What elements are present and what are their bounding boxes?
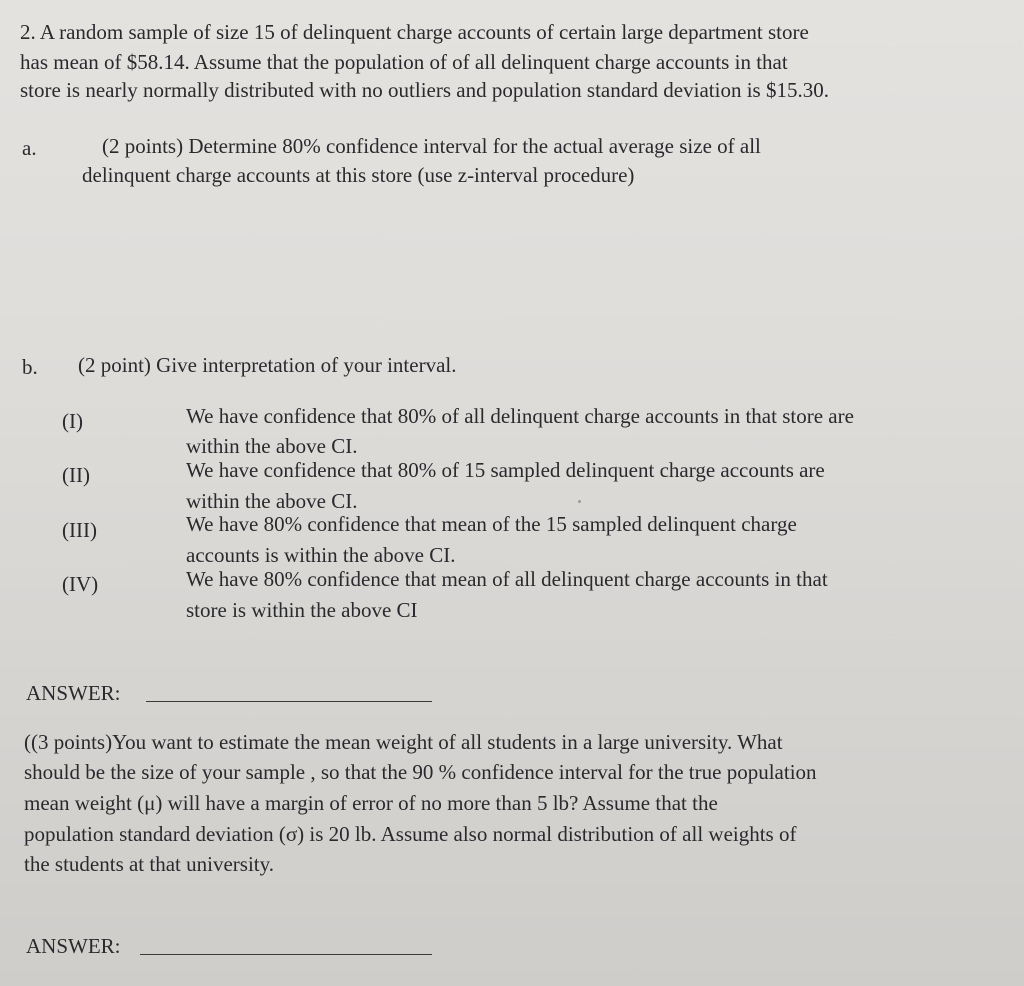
answer-label: ANSWER: bbox=[26, 681, 121, 705]
option-text-line: We have 80% confidence that mean of all delinquent charge accounts in that bbox=[186, 567, 828, 591]
problem-3-line-4: population standard deviation (σ) is 20 lb. Assume also normal distribution of all weights of bbox=[24, 822, 797, 846]
option-text-line: We have confidence that 80% of 15 sampled delinquent charge accounts are bbox=[186, 458, 825, 482]
option-text-line: We have 80% confidence that mean of the 15 sampled delinquent charge bbox=[186, 512, 797, 536]
problem-2-line-1: 2. A random sample of size 15 of delinquent charge accounts of certain large department store bbox=[20, 20, 809, 44]
part-a-label: a. bbox=[22, 136, 37, 160]
problem-3-line-5: the students at that university. bbox=[24, 852, 275, 876]
option-text-line: We have confidence that 80% of all delinquent charge accounts in that store are bbox=[186, 404, 854, 428]
problem-3-line-2: should be the size of your sample , so that the 90 % confidence interval for the true population bbox=[24, 760, 817, 784]
stray-mark bbox=[578, 500, 581, 503]
option-numeral: (III) bbox=[62, 518, 97, 542]
problem-2-line-2: has mean of $58.14. Assume that the population of of all delinquent charge accounts in that bbox=[20, 50, 788, 74]
option-numeral: (II) bbox=[62, 463, 90, 487]
part-a-line-2: delinquent charge accounts at this store (use z-interval procedure) bbox=[82, 163, 635, 187]
answer-blank[interactable] bbox=[146, 701, 432, 702]
option-numeral: (I) bbox=[62, 409, 83, 433]
option-text-line: within the above CI. bbox=[186, 434, 358, 458]
problem-3-line-1: ((3 points)You want to estimate the mean weight of all students in a large university. What bbox=[24, 730, 783, 754]
option-text-line: store is within the above CI bbox=[186, 598, 418, 622]
answer-label: ANSWER: bbox=[26, 934, 121, 958]
option-text-line: accounts is within the above CI. bbox=[186, 543, 456, 567]
part-b-prompt: (2 point) Give interpretation of your interval. bbox=[78, 353, 457, 377]
part-a-line-1: (2 points) Determine 80% confidence interval for the actual average size of all bbox=[102, 134, 761, 158]
option-numeral: (IV) bbox=[62, 572, 99, 596]
problem-2-line-3: store is nearly normally distributed with no outliers and population standard deviation is $15.30. bbox=[20, 78, 829, 102]
option-text-line: within the above CI. bbox=[186, 489, 358, 513]
problem-3-line-3: mean weight (μ) will have a margin of error of no more than 5 lb? Assume that the bbox=[24, 791, 718, 815]
answer-blank[interactable] bbox=[140, 954, 432, 955]
part-b-label: b. bbox=[22, 355, 38, 379]
